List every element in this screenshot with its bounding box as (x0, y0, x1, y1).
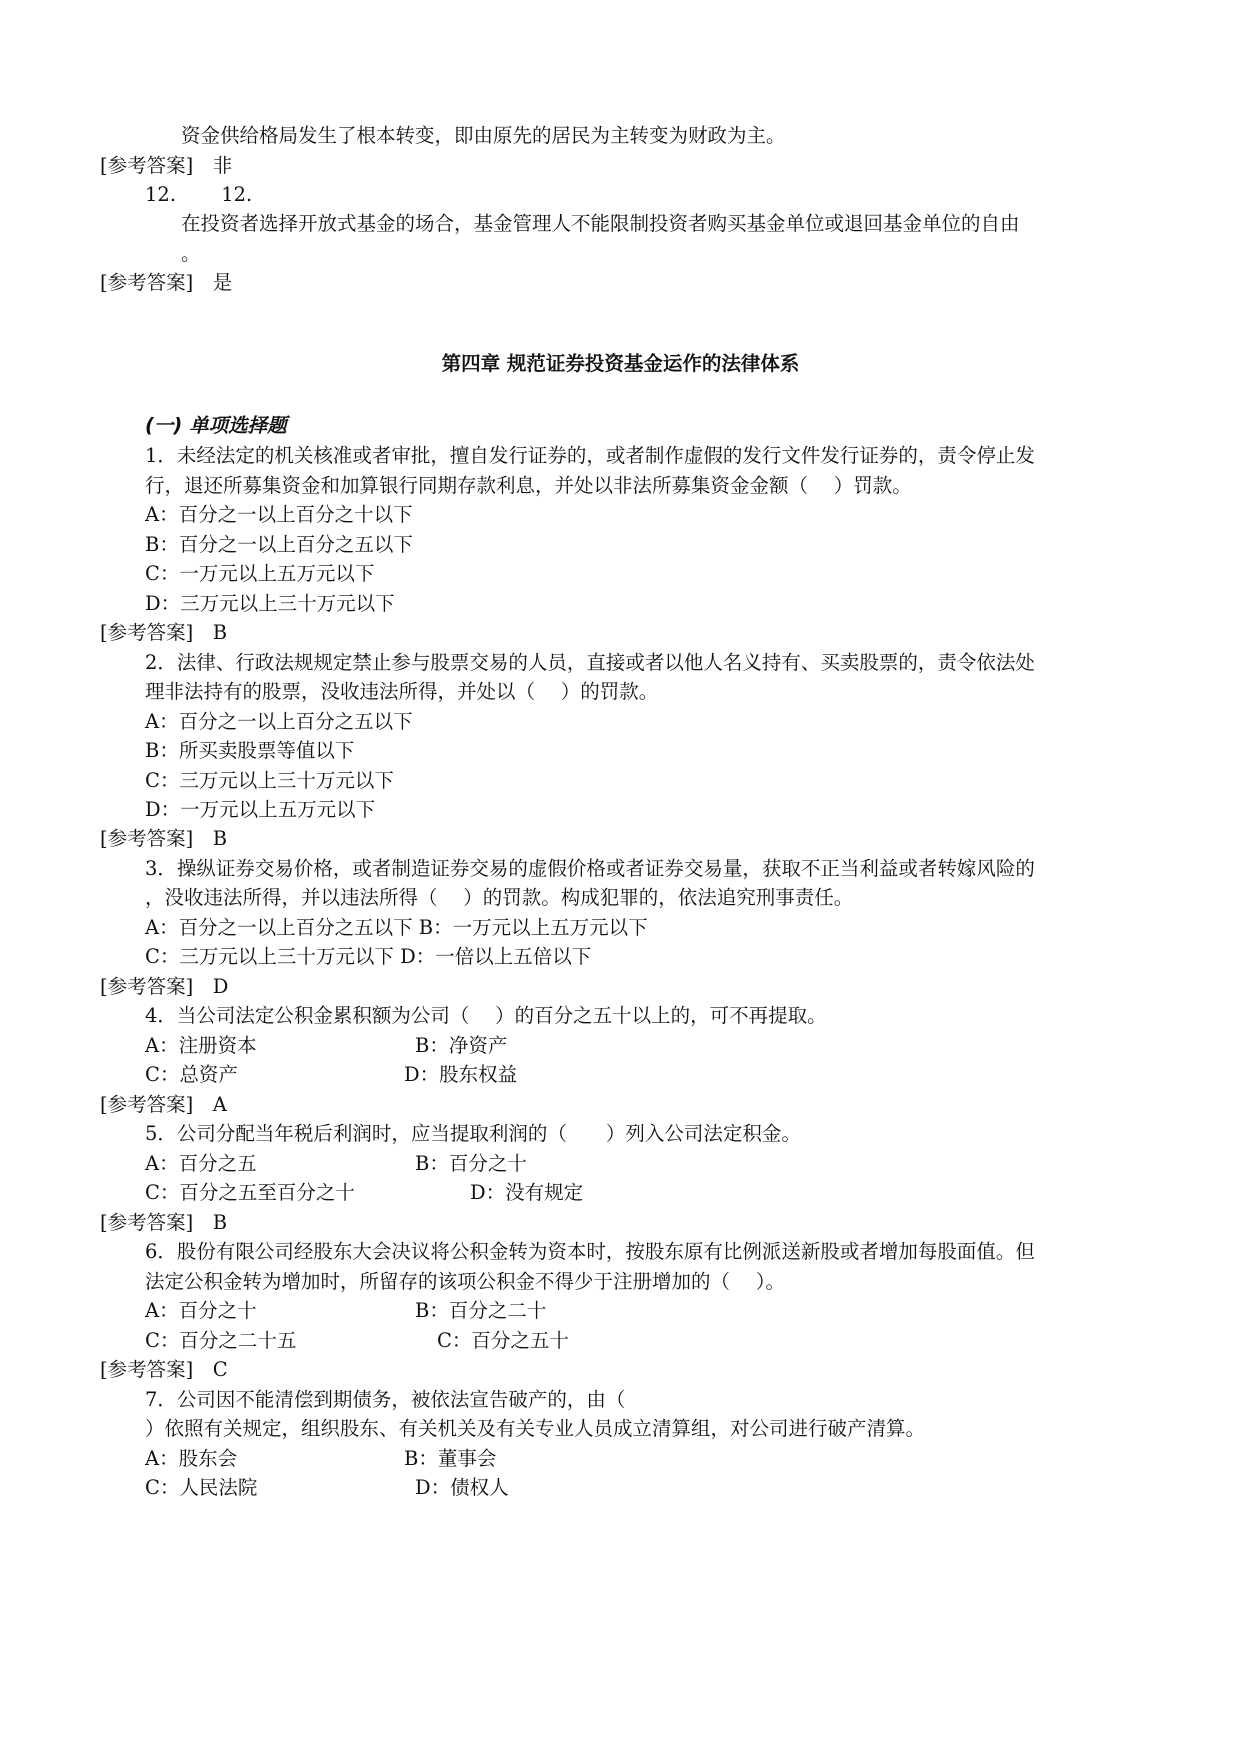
prev-question-text-line-3: 。 (181, 242, 201, 265)
question-1-line-1: 1．未经法定的机关核准或者审批，擅自发行证券的，或者制作虚假的发行文件发行证券的，责令停止发 (145, 444, 1035, 467)
question-6-line-2: 法定公积金转为增加时，所留存的该项公积金不得少于注册增加的（ ）。 (145, 1270, 785, 1293)
question-3-options-cd: C：三万元以上三十万元以下 D：一倍以上五倍以下 (145, 945, 592, 968)
question-2-line-2: 理非法持有的股票，没收违法所得，并处以（ ）的罚款。 (145, 680, 659, 703)
question-1-option-d: D：三万元以上三十万元以下 (145, 592, 395, 615)
question-5-line-1: 5．公司分配当年税后利润时，应当提取利润的（ ）列入公司法定积金。 (145, 1122, 801, 1145)
section-title: (一) 单项选择题 (145, 414, 287, 437)
question-4-option-c: C：总资产 (145, 1063, 238, 1086)
prev-question-text-line-2: 在投资者选择开放式基金的场合，基金管理人不能限制投资者购买基金单位或退回基金单位的自由 (181, 212, 1020, 235)
question-5-option-c: C：百分之五至百分之十 (145, 1181, 355, 1204)
question-1-option-b: B：百分之一以上百分之五以下 (145, 533, 413, 556)
question-7-option-a: A：股东会 (145, 1447, 238, 1470)
question-6-option-a: A：百分之十 (145, 1299, 257, 1322)
prev-question-text-line-1: 资金供给格局发生了根本转变，即由原先的居民为主转变为财政为主。 (181, 124, 786, 147)
question-7-option-c: C：人民法院 (145, 1476, 258, 1499)
question-4-line-1: 4．当公司法定公积金累积额为公司（ ）的百分之五十以上的，可不再提取。 (145, 1004, 827, 1027)
question-6-line-1: 6．股份有限公司经股东大会决议将公积金转为资本时，按股东原有比例派送新股或者增加每股面值。但 (145, 1240, 1035, 1263)
prev-answer-12: [参考答案] 是 (100, 271, 233, 294)
question-2-option-a: A：百分之一以上百分之五以下 (145, 710, 413, 733)
question-2-answer: [参考答案] B (100, 827, 228, 850)
question-7-line-1: 7．公司因不能清偿到期债务，被依法宣告破产的，由（ (145, 1388, 626, 1411)
question-7-option-d: D：债权人 (415, 1476, 509, 1499)
question-3-line-2: ，没收违法所得，并以违法所得（ ）的罚款。构成犯罪的，依法追究刑事责任。 (145, 886, 854, 909)
question-2-option-b: B：所买卖股票等值以下 (145, 739, 355, 762)
prev-answer-11: [参考答案] 非 (100, 154, 233, 177)
question-6-option-c: C：百分之二十五 (145, 1329, 297, 1352)
question-3-line-1: 3．操纵证券交易价格，或者制造证券交易的虚假价格或者证券交易量，获取不正当利益或者转嫁风险的 (145, 857, 1035, 880)
question-6-option-b: B：百分之二十 (415, 1299, 547, 1322)
question-1-option-a: A：百分之一以上百分之十以下 (145, 503, 413, 526)
question-5-option-d: D：没有规定 (470, 1181, 584, 1204)
question-5-option-b: B：百分之十 (415, 1152, 527, 1175)
chapter-title: 第四章 规范证券投资基金运作的法律体系 (441, 352, 800, 375)
question-1-option-c: C：一万元以上五万元以下 (145, 562, 375, 585)
question-7-option-b: B：董事会 (404, 1447, 497, 1470)
question-5-option-a: A：百分之五 (145, 1152, 257, 1175)
question-5-answer: [参考答案] B (100, 1211, 228, 1234)
question-4-option-a: A：注册资本 (145, 1034, 257, 1057)
question-2-option-d: D：一万元以上五万元以下 (145, 798, 376, 821)
question-6-answer: [参考答案] C (100, 1358, 228, 1381)
question-2-option-c: C：三万元以上三十万元以下 (145, 769, 394, 792)
question-4-option-d: D：股东权益 (404, 1063, 518, 1086)
question-3-answer: [参考答案] D (100, 975, 229, 998)
question-1-answer: [参考答案] B (100, 621, 228, 644)
prev-question-number: 12. 12. (145, 183, 253, 206)
question-6-option-d: C：百分之五十 (437, 1329, 569, 1352)
question-1-line-2: 行，退还所募集资金和加算银行同期存款利息，并处以非法所募集资金金额（ ）罚款。 (145, 474, 912, 497)
question-3-options-ab: A：百分之一以上百分之五以下 B：一万元以上五万元以下 (145, 916, 648, 939)
question-7-line-2: ）依照有关规定，组织股东、有关机关及有关专业人员成立清算组，对公司进行破产清算。 (145, 1417, 926, 1440)
question-4-answer: [参考答案] A (100, 1093, 227, 1116)
question-4-option-b: B：净资产 (415, 1034, 508, 1057)
question-2-line-1: 2．法律、行政法规规定禁止参与股票交易的人员，直接或者以他人名义持有、买卖股票的，责令依法处 (145, 651, 1035, 674)
